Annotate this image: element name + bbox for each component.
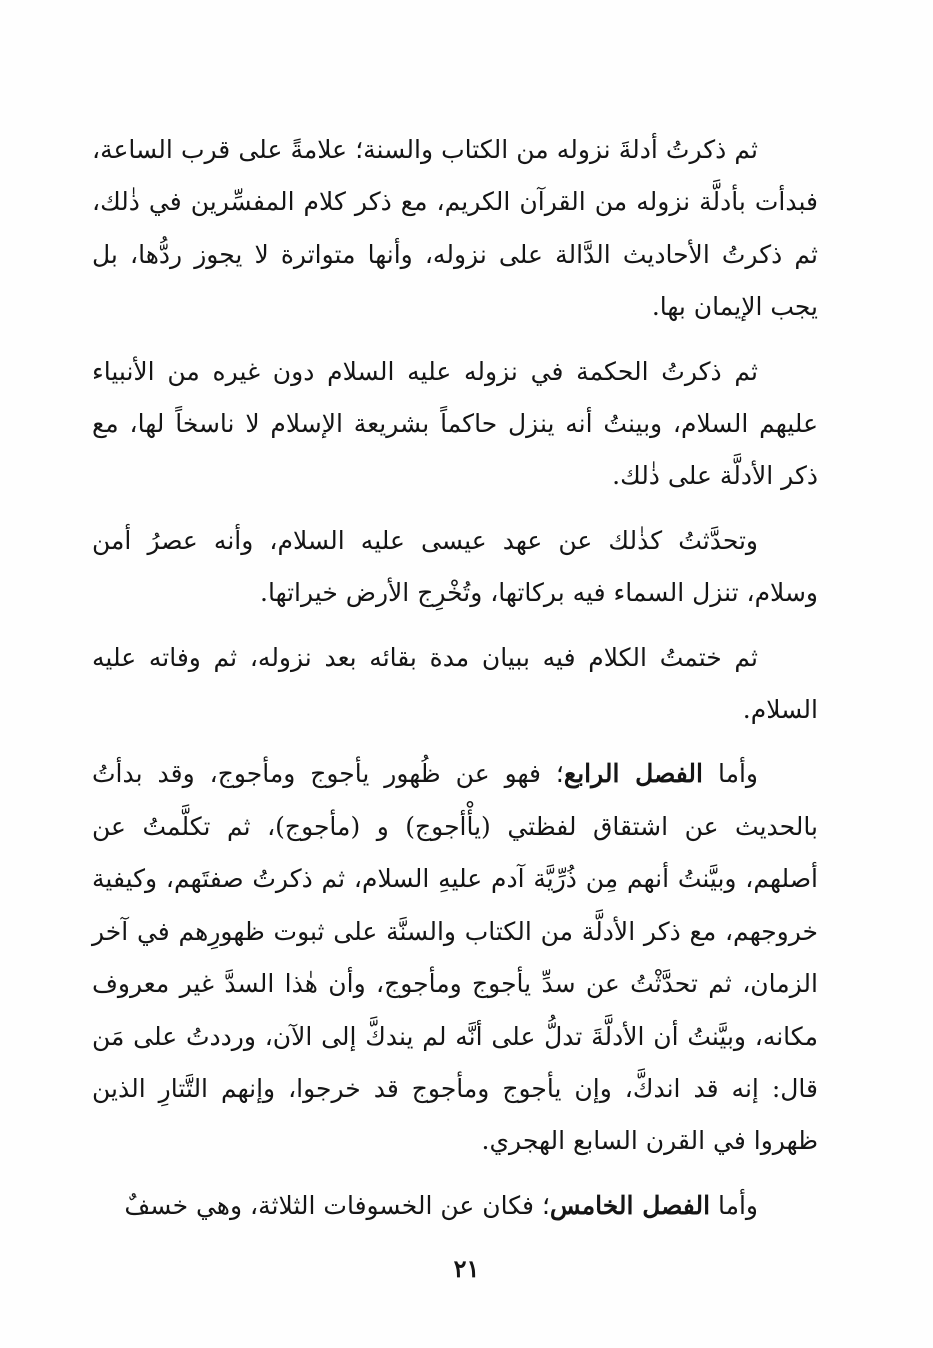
paragraph-duration-and-death <box>92 632 818 737</box>
paragraph-proofs-of-descent <box>92 124 818 334</box>
paragraph-text: ؛ فهو عن ظُهور يأجوج ومأجوج، وقد بدأتُ بالحديث عن اشتقاق لفظتي (يأْأجوج) و (مأجوج)، ثم تكلَّمتُ عن أصلهم، وبيَّنتُ أنهم مِن ذُرِّيَّة آدم عليهِ السلام، ثم ذكرتُ صفتَهم، وكيفية خروجهم، مع ذكر الأدلَّة من الكتاب والسنَّة على ثبوت ظهورِهم في آخر الزمان، ثم تحدَّثْتُ عن سدِّ يأجوج ومأجوج، وأن هٰذا السدَّ غير معروف مكانه، وبيَّنتُ أن الأدلَّةَ تدلُّ على أنَّه لم يندكَّ إلى الآن، ورددتُ على مَن قال: إنه قد اندكَّ، وإن يأجوج ومأجوج قد خرجوا، وإنهم التَّتارِ الذين ظهروا في القرن السابع الهجري. <box>92 759 818 1156</box>
paragraph-text: ؛ فكان عن الخسوفات الثلاثة، وهي خسفٌ <box>124 1190 550 1220</box>
paragraph-text: وتحدَّثتُ كذٰلك عن عهد عيسى عليه السلام، وأنه عصرُ أمن وسلام، تنزل السماء فيه بركاتها، وتُخْرِج الأرض خيراتها. <box>92 525 818 608</box>
paragraph-lead: وأما <box>703 759 758 789</box>
page-body-text <box>92 124 818 1244</box>
paragraph-wisdom-of-descent <box>92 346 818 503</box>
chapter-four-title: الفصل الرابع <box>563 759 703 789</box>
paragraph-chapter-five <box>92 1180 818 1232</box>
page-number: ٢١ <box>453 1254 480 1283</box>
paragraph-text: ثم ختمتُ الكلام فيه ببيان مدة بقائه بعد نزوله، ثم وفاته عليه السلام. <box>92 642 818 725</box>
paragraph-chapter-four <box>92 748 818 1167</box>
paragraph-text: ثم ذكرتُ أدلةَ نزوله من الكتاب والسنة؛ علامةً على قرب الساعة، فبدأت بأدلَّة نزوله من القرآن الكريم، مع ذكر كلام المفسِّرين في ذٰلك، ثم ذكرتُ الأحاديث الدَّالة على نزوله، وأنها متواترة لا يجوز ردُّها، بل يجب الإيمان بها. <box>92 135 818 322</box>
chapter-five-title: الفصل الخامس <box>549 1190 711 1220</box>
paragraph-era-of-jesus <box>92 515 818 620</box>
paragraph-text: ثم ذكرتُ الحكمة في نزوله عليه السلام دون غيره من الأنبياء عليهم السلام، وبينتُ أنه ينزل حاكماً بشريعة الإسلام لا ناسخاً لها، مع ذكر الأدلَّة على ذٰلك. <box>92 356 818 491</box>
paragraph-lead: وأما <box>710 1190 758 1220</box>
